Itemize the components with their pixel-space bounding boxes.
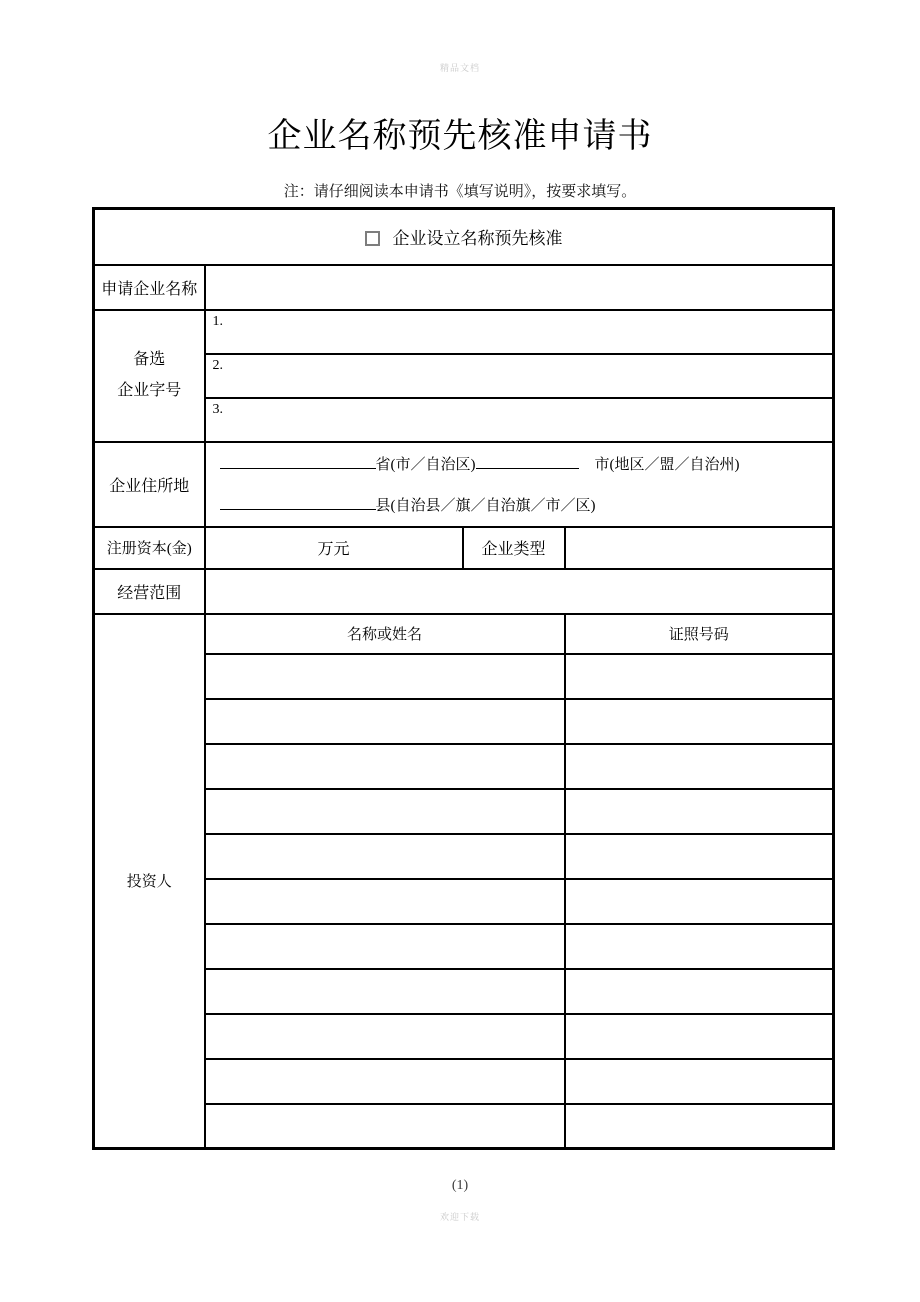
page-title: 企业名称预先核准申请书 bbox=[267, 118, 653, 155]
investor-name-field[interactable] bbox=[205, 834, 565, 879]
watermark-top: 精品文档 bbox=[439, 63, 480, 73]
city-blank-field[interactable] bbox=[476, 454, 579, 469]
applied-name-field[interactable] bbox=[205, 265, 834, 310]
investor-id-field[interactable] bbox=[565, 834, 834, 879]
investor-id-field[interactable] bbox=[565, 969, 834, 1014]
address-label: 企业住所地 bbox=[94, 442, 205, 527]
alt-name-field-2[interactable]: 2. bbox=[205, 354, 834, 398]
approval-type-row bbox=[94, 209, 834, 265]
alt-name-field-3[interactable]: 3. bbox=[205, 398, 834, 442]
approval-type-label: 企业设立名称预先核准 bbox=[392, 229, 563, 249]
investor-row bbox=[94, 654, 834, 699]
province-suffix: 省(市／自治区) bbox=[375, 457, 476, 473]
investor-name-field[interactable] bbox=[205, 654, 565, 699]
investor-name-field[interactable] bbox=[205, 744, 565, 789]
investor-id-field[interactable] bbox=[565, 879, 834, 924]
investor-id-field[interactable] bbox=[565, 1104, 834, 1149]
investor-id-field[interactable] bbox=[565, 924, 834, 969]
investor-name-field[interactable] bbox=[205, 1059, 565, 1104]
enterprise-type-label: 企业类型 bbox=[463, 527, 565, 569]
investor-name-field[interactable] bbox=[205, 924, 565, 969]
capital-label: 注册资本(金) bbox=[94, 527, 205, 569]
investor-id-field[interactable] bbox=[565, 654, 834, 699]
business-scope-field[interactable] bbox=[205, 569, 834, 614]
investor-row bbox=[94, 1104, 834, 1149]
applied-name-label: 申请企业名称 bbox=[94, 265, 205, 310]
approval-type-cell bbox=[94, 209, 834, 265]
investor-id-field[interactable] bbox=[565, 789, 834, 834]
investor-id-field[interactable] bbox=[565, 1014, 834, 1059]
investor-row bbox=[94, 699, 834, 744]
investor-row bbox=[94, 1059, 834, 1104]
checkbox-icon[interactable] bbox=[365, 231, 380, 246]
investor-name-field[interactable] bbox=[205, 789, 565, 834]
investor-row bbox=[94, 879, 834, 924]
investor-row bbox=[94, 789, 834, 834]
alt-name-row-3 bbox=[94, 398, 834, 442]
investor-name-field[interactable] bbox=[205, 1104, 565, 1149]
alt-name-row-1 bbox=[94, 310, 834, 354]
province-blank-field[interactable] bbox=[220, 454, 376, 469]
investor-id-field[interactable] bbox=[565, 699, 834, 744]
capital-amount-field[interactable]: 万元 bbox=[205, 527, 463, 569]
investor-row bbox=[94, 834, 834, 879]
alt-name-field-1[interactable]: 1. bbox=[205, 310, 834, 354]
applied-name-row bbox=[94, 265, 834, 310]
investor-name-field[interactable] bbox=[205, 1014, 565, 1059]
investor-name-field[interactable] bbox=[205, 969, 565, 1014]
investor-header-row bbox=[94, 614, 834, 654]
capital-row bbox=[94, 527, 834, 569]
address-cell bbox=[205, 442, 834, 527]
alt-name-label-line1: 备选 bbox=[133, 351, 166, 369]
investor-id-header: 证照号码 bbox=[565, 614, 834, 654]
form-table bbox=[92, 207, 835, 1150]
investor-row bbox=[94, 744, 834, 789]
investor-name-field[interactable] bbox=[205, 879, 565, 924]
fill-instruction-note: 注：请仔细阅读本申请书《填写说明》，按要求填写。 bbox=[283, 184, 637, 200]
investor-id-field[interactable] bbox=[565, 744, 834, 789]
page-number: (1) bbox=[451, 1178, 469, 1193]
business-scope-label: 经营范围 bbox=[94, 569, 205, 614]
alt-name-label-line2: 企业字号 bbox=[117, 381, 182, 399]
form-table-body bbox=[94, 209, 834, 1149]
investor-id-field[interactable] bbox=[565, 1059, 834, 1104]
watermark-bottom: 欢迎下载 bbox=[439, 1212, 480, 1222]
alt-name-label bbox=[94, 310, 205, 442]
address-row bbox=[94, 442, 834, 527]
enterprise-type-field[interactable] bbox=[565, 527, 834, 569]
county-suffix: 县(自治县／旗／自治旗／市／区) bbox=[375, 498, 596, 514]
investor-name-header: 名称或姓名 bbox=[205, 614, 565, 654]
investor-row bbox=[94, 924, 834, 969]
investor-name-field[interactable] bbox=[205, 699, 565, 744]
city-suffix: 市(地区／盟／自治州) bbox=[594, 457, 740, 473]
county-blank-field[interactable] bbox=[220, 495, 376, 510]
investor-label: 投资人 bbox=[94, 614, 205, 1149]
investor-row bbox=[94, 969, 834, 1014]
business-scope-row bbox=[94, 569, 834, 614]
alt-name-row-2 bbox=[94, 354, 834, 398]
investor-row bbox=[94, 1014, 834, 1059]
